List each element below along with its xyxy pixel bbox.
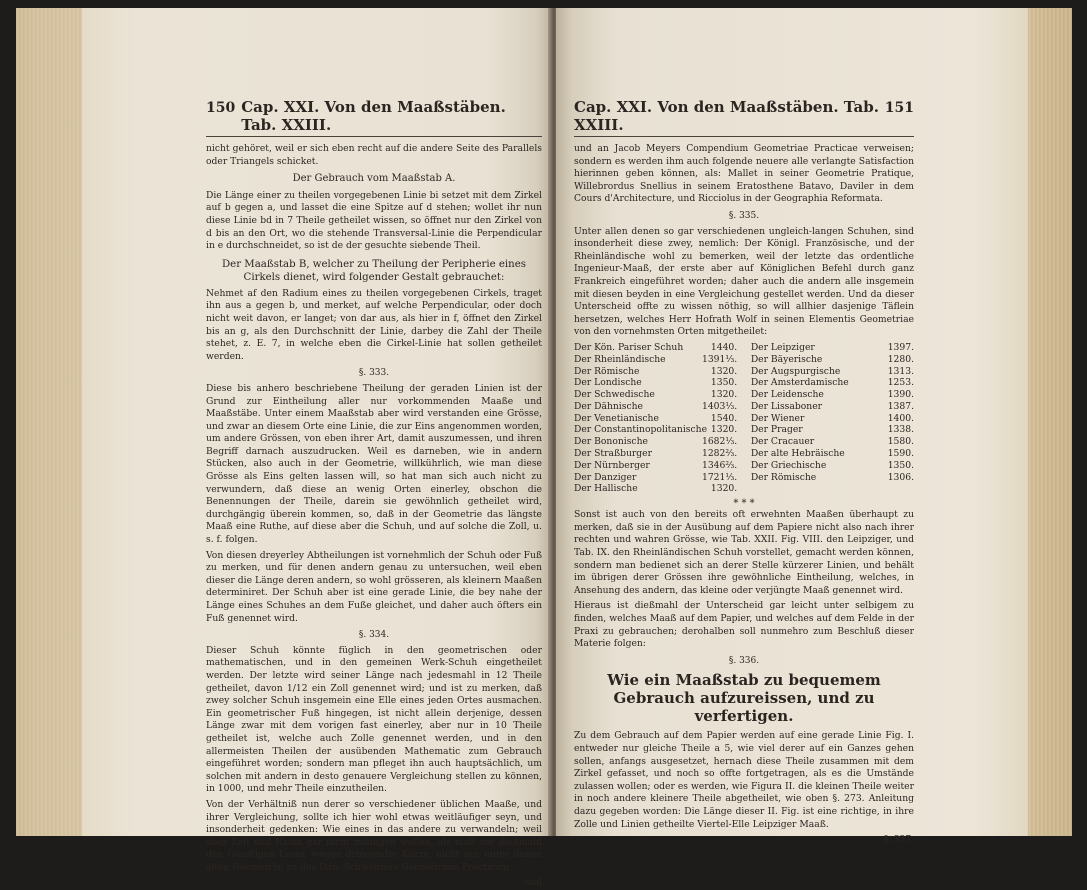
paragraph: Hieraus ist dießmahl der Unterscheid gar leicht unter selbigem zu finden, welches Maaß auf dem Papier, und welches auf dem Felde in der Praxi zu gebrauchen; derohalben soll nunmehro zum Beschluß dieser Materie folgen: <box>574 600 914 650</box>
foot-value: 1440. <box>710 341 738 353</box>
table-row <box>751 366 914 378</box>
foot-name: Der alte Hebräische <box>750 448 845 460</box>
left-page-text <box>206 98 542 890</box>
table-row <box>751 401 914 413</box>
table-row <box>574 366 737 378</box>
paragraph: Diese bis anhero beschriebene Theilung der geraden Linien ist der Grund zur Eintheilung aller nur vorkommenden Maaße und Maaßstäbe. Unter einem Maaßstab aber wird verstanden eine Grösse, und zwar an diesem Orte eine Linie, die zur Eins angenommen worden, um andere Grössen, von eben ihrer Art, damit auszumessen, und ihren Begriff darnach auszudrucken. Weil es darneben, wie in andern Stücken, also auch in der Geometrie, willkührlich, wie man diese Grösse als Eins gelten lassen will, so hat man sich auch nicht zu verwundern, daß diese an wenig Orten einerley, obschon die Benennungen der Theile, darein sie gewöhnlich getheilet wird, durchgängig überein kommen, so, daß in der Geometrie das längste Maaß eine Ruthe, auf diese aber die Schuh, und auf solche die Zoll, u. s. f. folgen. <box>206 382 542 546</box>
section-number: §. 333. <box>358 368 390 379</box>
foot-name: Der Cracauer <box>750 436 815 448</box>
foot-value: 1403⅓. <box>701 400 738 412</box>
foot-name: Der Römische <box>574 365 640 377</box>
table-row <box>574 472 737 484</box>
table-row <box>574 377 737 389</box>
foot-name: Der Römische <box>750 471 817 483</box>
table-row <box>751 389 914 401</box>
foot-value: 1320. <box>710 483 738 495</box>
foot-name: Der Amsterdamische <box>750 377 849 389</box>
foot-name: Der Schwedische <box>574 389 655 401</box>
section-title: Wie ein Maaßstab zu bequemem Gebrauch aufzureissen, und zu verfertigen. <box>607 671 881 726</box>
foot-table-left-column <box>574 342 737 495</box>
foot-name: Der Londische <box>574 377 642 389</box>
paragraph: und an Jacob Meyers Compendium Geometriae Practicae verweisen; sondern es werden ihm auch folgende neuere alle verlangte Satisfaction hierinnen geben können, als: Mallet in seiner Geometrie Pratique, Willebrordus Snellius in seinem Eratosthene Batavo, Daviler in dem Cours d'Architecture, und Ricciolus in der Geographia Reformata. <box>574 143 914 205</box>
foot-value: 1320. <box>710 365 738 377</box>
right-page-text <box>574 98 914 847</box>
paragraph: nicht gehöret, weil er sich eben recht auf die andere Seite des Parallels oder Triangels schicket. <box>206 143 542 167</box>
foot-value: 1721⅓. <box>701 471 738 483</box>
foot-name: Der Nürnberger <box>574 459 650 471</box>
foot-value: 1682⅓. <box>701 436 738 448</box>
right-page-edges <box>1028 8 1072 836</box>
foot-value: 1350. <box>710 377 738 389</box>
table-row <box>751 342 914 354</box>
foot-value: 1320. <box>710 424 738 436</box>
foot-name: Der Lissaboner <box>750 400 823 412</box>
table-row <box>574 448 737 460</box>
table-row <box>574 483 737 495</box>
foot-value: 1280. <box>887 353 914 365</box>
paragraph: Unter allen denen so gar verschiedenen ungleich-langen Schuhen, sind insonderheit diese zwey, nemlich: Der Königl. Französische, und der Rheinländische wohl zu bemerken, weil der letzte das ordentliche Ingenieur-Maaß, der erste aber auf Königlichen Befehl durch ganz Frankreich eingeführet worden; daher auch die andern alle insgemein mit diesen beyden in eine Vergleichung gestellet werden. Und da dieser Unterscheid offte zu wissen nöthig, so will allhier dasjenige Täflein hersetzen, welches Herr Hofrath Wolf in seinen Elementis Geometriae von den vornehmsten Orten mitgetheilet: <box>574 225 914 338</box>
foot-value: 1397. <box>887 341 914 353</box>
foot-name: Der Bäyerische <box>750 353 823 365</box>
foot-name: Der Leipziger <box>750 341 815 353</box>
table-row <box>751 413 914 425</box>
foot-value: 1338. <box>887 424 914 436</box>
foot-value: 1306. <box>887 471 914 483</box>
table-row <box>574 354 737 366</box>
paragraph: Nehmet af den Radium eines zu theilen vorgegebenen Cirkels, traget ihn aus a gegen b, und merket, auf welche Perpendicular, oder doch nicht weit davon, er langet; von dar aus, als hier in f, öffnet den Zirkel bis an g, als den Durchschnitt der Linie, darbey die Zahl der Theile stehet, z. E. 7, in welche eben die Cirkel-Linie hat sollen getheilet werden. <box>206 287 542 362</box>
table-row <box>751 448 914 460</box>
open-book <box>16 8 1072 889</box>
foot-value: 1391⅓. <box>701 353 738 365</box>
foot-name: Der Constantinopolitanische <box>574 424 708 436</box>
paragraph: Sonst ist auch von den bereits oft erwehnten Maaßen überhaupt zu merken, daß sie in der Ausübung auf dem Papiere nicht also nach ihrer rechten und wahren Grösse, wie Tab. XXII. Fig. VIII. den Leipziger, und Tab. IX. den Rheinländischen Schuh vorstellet, gemacht werden können, sondern man bedienet sich an derer Stelle kürzerer Linien, und behält im übrigen derer Grössen ihre gewöhnliche Eintheilung, welches, in Ansehung des andern, das kleine oder verjüngte Maaß genennet wird. <box>574 509 914 596</box>
paragraph: Die Länge einer zu theilen vorgegebenen Linie bi setzet mit dem Zirkel auf b gegen a, und lasset die eine Spitze auf d stehen; wollet ihr nun diese Linie bd in 7 Theile getheilet wissen, so öffnet nur den Zirkel von d bis an den Ort, wo die stehende Transversal-Linie die Perpendicular in e durchschneidet, so ist de der gesuchte siebende Theil. <box>206 189 542 252</box>
section-number: §. 335. <box>728 210 760 221</box>
foot-name: Der Griechische <box>750 459 827 471</box>
page-number: 150 <box>206 100 236 116</box>
section-number: §. 334. <box>358 630 390 641</box>
section-number: §. 336. <box>728 655 760 666</box>
foot-value: 1346⅔. <box>701 459 738 471</box>
foot-value: 1590. <box>887 448 914 460</box>
subheading: Der Gebrauch vom Maaßstab A. <box>292 173 456 185</box>
foot-name: Der Kön. Pariser Schuh <box>574 341 684 353</box>
table-row <box>751 460 914 472</box>
table-row <box>574 389 737 401</box>
table-row <box>574 401 737 413</box>
foot-name: Der Rheinländische <box>574 353 666 365</box>
right-page <box>556 8 1072 846</box>
table-row <box>751 436 914 448</box>
foot-value: 1350. <box>887 459 914 471</box>
table-row <box>574 342 737 354</box>
foot-value: 1390. <box>887 389 914 401</box>
paragraph: Von der Verhältniß nun derer so verschiedener üblichen Maaße, und ihrer Vergleichung, sollte ich hier wohl etwas weitläufiger seyn, und insonderheit gedenken: Wie eines in das andere zu verwandeln; weil aber Zeit und Raum gar nicht zulangen wollen, als muß vor dießmahl den Günstigen Leser, wegen dringender Kürze, nicht nur unter denen alten Geometris, zu des Dan. Schwenters Geometriam Practicam <box>206 798 542 873</box>
catchword: §. 337. <box>883 835 914 846</box>
foot-value: 1400. <box>887 412 914 424</box>
foot-name: Der Bononische <box>574 436 648 448</box>
table-row <box>751 472 914 484</box>
table-row <box>574 424 737 436</box>
foot-name: Der Wiener <box>750 412 805 424</box>
chapter-title: Cap. XXI. Von den Maaßstäben. Tab. XXIII. <box>574 98 879 134</box>
table-row <box>751 424 914 436</box>
catchword: und <box>524 878 542 889</box>
table-row <box>574 436 737 448</box>
foot-name: Der Straßburger <box>574 448 653 460</box>
foot-name: Der Prager <box>750 424 803 436</box>
table-row <box>751 354 914 366</box>
foot-value: 1540. <box>710 412 738 424</box>
foot-value: 1580. <box>887 436 914 448</box>
foot-value: 1282⅔. <box>701 448 738 460</box>
paragraph: Von diesen dreyerley Abtheilungen ist vornehmlich der Schuh oder Fuß zu merken, und für denen andern genau zu untersuchen, weil eben dieser die Länge deren andern, so wohl grösseren, als kleinern Maaßen determiniret. Der Schuh aber ist eine gerade Linie, die bey nahe der Länge eines Schuhes an dem Fuße gleichet, und daher auch öfters ein Fuß genennet wird. <box>206 549 542 624</box>
asterism: * * * <box>733 498 755 510</box>
foot-table-right-column <box>751 342 914 495</box>
foot-name: Der Dähnische <box>574 400 643 412</box>
foot-value: 1387. <box>887 400 914 412</box>
page-number: 151 <box>884 100 914 116</box>
foot-comparison-table <box>574 342 914 495</box>
table-row <box>751 377 914 389</box>
left-page <box>16 8 552 889</box>
foot-name: Der Danziger <box>574 471 637 483</box>
paragraph: Dieser Schuh könnte füglich in den geometrischen oder mathematischen, und in den gemeinen Werk-Schuh eingetheilet werden. Der letzte wird seiner Länge nach jedesmahl in 12 Theile getheilet, davon 1/12 ein Zoll genennet wird; und ist zu merken, daß zwey solcher Schuh insgemein eine Elle eines jeden Ortes ausmachen. Ein geometrischer Fuß hingegen, ist nicht allein derjenige, dessen Länge zwar mit dem vorigen fast einerley, aber nur in 10 Theile getheilet ist, welche auch Zolle genennet werden, und in den allermeisten Theilen der ausübenden Mathematic zum Gebrauch eingeführet worden; sondern man pfleget ihn auch hauptsächlich, um solchen mit andern in desto genauere Vergleichung stellen zu können, in 1000, und mehr Theile einzutheilen. <box>206 644 542 795</box>
foot-value: 1253. <box>887 377 914 389</box>
table-row <box>574 460 737 472</box>
chapter-title: Cap. XXI. Von den Maaßstäben. Tab. XXIII. <box>241 98 506 134</box>
right-running-head <box>574 98 914 137</box>
subheading: Der Maaßstab B, welcher zu Theilung der Peripherie eines Cirkels dienet, wird folgender Gestalt gebrauchet: <box>222 258 526 283</box>
foot-name: Der Leidensche <box>750 389 824 401</box>
foot-name: Der Venetianische <box>574 412 659 424</box>
foot-name: Der Hallische <box>574 483 638 495</box>
foot-value: 1320. <box>710 389 738 401</box>
foot-name: Der Augspurgische <box>750 365 841 377</box>
left-running-head <box>206 98 542 137</box>
foot-value: 1313. <box>887 365 914 377</box>
paragraph: Zu dem Gebrauch auf dem Papier werden auf eine gerade Linie Fig. I. entweder nur gleiche Theile a 5, wie viel derer auf ein Ganzes gehen sollen, anfangs ausgesetzet, hernach diese Theile zusammen mit dem Zirkel gefasset, und noch so offte fortgetragen, als es die Umstände zulassen wollen; oder es werden, wie Figura II. die kleinen Theile weiter in noch andere kleinere Theile abgetheilet, wie oben §. 273. Anleitung dazu gegeben worden: Die Länge dieser II. Fig. ist eine richtige, in ihre Zolle und Linien getheilte Viertel-Elle Leipziger Maaß. <box>574 730 914 830</box>
left-page-edges <box>16 8 82 836</box>
table-row <box>574 413 737 425</box>
